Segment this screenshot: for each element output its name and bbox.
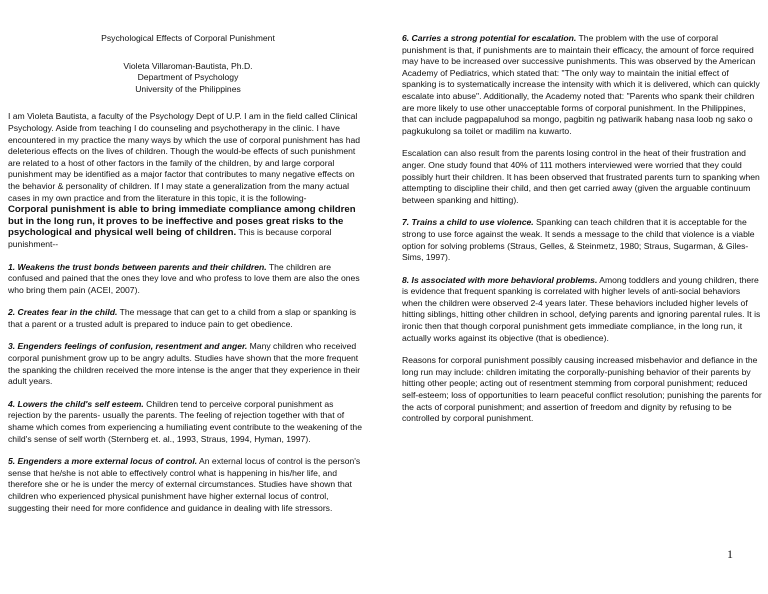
escalation-paragraph: Escalation can also result from the parents losing control in the heat of their frustration and anger. One study found that 40% of 111 mothers interviewed were worried that they could possibly hurt their children. It has been observed that frustrated parents turn to spanking when attempting to discipline their child, and then get carried away (given the arguable continuum between spanking and hitting). <box>402 148 760 205</box>
intro-after-thesis: This is because corporal punishment-- <box>8 227 332 249</box>
point-heading: 1. Weakens the trust bonds between parents and their children. <box>8 261 267 272</box>
point-7 <box>402 217 762 263</box>
point-heading: 4. Lowers the child's self esteem. <box>8 398 144 409</box>
point-text: Among toddlers and young children, there is evidence that frequent spanking is correlated with higher levels of anti-social behaviors when the children were observed 2-4 years later. These behaviors included higher levels of hitting siblings, hitting other children in school, defying parents and ignoring parental rules. It is ironic then that though corporal punishment gets immediate compliance, in the long run, it actually works against its objective (that is obedience). <box>402 274 761 343</box>
point-1 <box>8 262 368 297</box>
point-heading: 6. Carries a strong potential for escalation. <box>402 33 577 43</box>
right-column <box>402 33 762 436</box>
point-text: The problem with the use of corporal punishment is that, if punishments are to maintain their efficacy, the amount of force required may have to be increased over successive punishments. This was observed by the American Academy of Pediatrics, which stated that: "The only way to maintain the initial effect of spanking is to systematically increase the intensity with which it is delivered, which can quickly escalate into abuse". Additionally, the Academy noted that: "Parents who spank their children are more likely to use other unacceptable forms of corporal punishment. In the Philippines, that can include pagpapaluhod sa mongo, pagbitin ng patiwarik habang nasa loob ng sako o pagkukulong sa toilet or madilim na kuwarto. <box>402 33 760 136</box>
point-heading: 3. Engenders feelings of confusion, resentment and anger. <box>8 341 248 352</box>
author-university: University of the Philippines <box>135 83 241 94</box>
intro-paragraph <box>8 111 368 250</box>
point-heading: 8. Is associated with more behavioral problems. <box>402 274 598 285</box>
point-text: The children are confused and pained that the ones they love and who profess to love them are also the ones who bring them pain (ACEI, 2007). <box>8 261 360 295</box>
point-2 <box>8 307 368 330</box>
point-6 <box>402 33 762 137</box>
author-name: Violeta Villaroman-Bautista, Ph.D. <box>123 60 253 71</box>
point-text: An external locus of control is the person's sense that he/she is not able to effectively control what is happening in his/her life, and therefore she or he is under the mercy of external circumstances. Studies have shown that children who experienced physical punishment have higher external locus of control, suggesting their need for more confidence and guidance in dealing with life stressors. <box>8 456 361 513</box>
point-text: Children tend to perceive corporal punishment as rejection by the parents- usually the parents. The feeling of rejection together with that of shame which comes from experiencing a humiliating event contribute to the weakening of the child's sense of self worth (Sternberg et. al., 1993, Straus, 1994, Hyman, 1997). <box>8 398 362 444</box>
point-heading: 7. Trains a child to use violence. <box>402 217 534 228</box>
point-text: Many children who received corporal punishment grow up to be angry adults. Studies have shown that the more frequent the spanking the children received the more intense is the anger that they experience in their adult years. <box>8 341 361 387</box>
point-3 <box>8 341 368 387</box>
point-8 <box>402 275 762 345</box>
intro-thesis: Corporal punishment is able to bring immediate compliance among children but in the long run, it proves to be ineffective and poses great risks to the psychological and physical well being of children. <box>8 204 356 239</box>
page-number: 1 <box>727 547 733 561</box>
point-heading: 5. Engenders a more external locus of control. <box>8 456 198 467</box>
intro-text: I am Violeta Bautista, a faculty of the Psychology Dept of U.P. I am in the field called Clinical Psychology. Aside from teaching I do counseling and psychotherapy in the clinic. I have encountered in my practice the many ways by which the use of corporal punishment has had deleterious effects on the lives of children. Though the would-be effects of such punishment are related to a host of other factors in the family of the children, by and large corporal punishment may be identified as a major factor that contributes to many negative effects on the behavior & personality of children. If I may state a generalization from the many actual cases in my own practice and from the literature in this topic, it is the following- <box>8 111 361 203</box>
author-block <box>8 61 368 96</box>
point-5 <box>8 456 368 514</box>
point-heading: 2. Creates fear in the child. <box>8 307 118 318</box>
point-text: The message that can get to a child from a slap or spanking is that a parent or a trusted adult is prepared to induce pain to get obedience. <box>8 307 357 329</box>
reasons-paragraph: Reasons for corporal punishment possibly causing increased misbehavior and defiance in the long run may include: children imitating the corporally-punishing behavior of their parents by hitting other people; acting out of resentment stemming from corporal punishment; reduced self-esteem; loss of opportunities to learn peaceful conflict resolution; punishing the parents for the acts of corporal punishment; and assertion of freedom and dignity by refusing to be controlled by corporal punishment. <box>402 355 762 424</box>
left-column <box>8 33 368 525</box>
document-title: Psychological Effects of Corporal Punishment <box>101 33 275 43</box>
point-text: Spanking can teach children that it is acceptable for the strong to use force against the weak. It sends a message to the child that violence is a viable option for solving problems (Straus, Gelles, & Steinmetz, 1980; Straus, Sugarman, & Giles-Sims, 1997). <box>402 217 755 263</box>
author-department: Department of Psychology <box>137 72 239 83</box>
point-4 <box>8 399 368 445</box>
